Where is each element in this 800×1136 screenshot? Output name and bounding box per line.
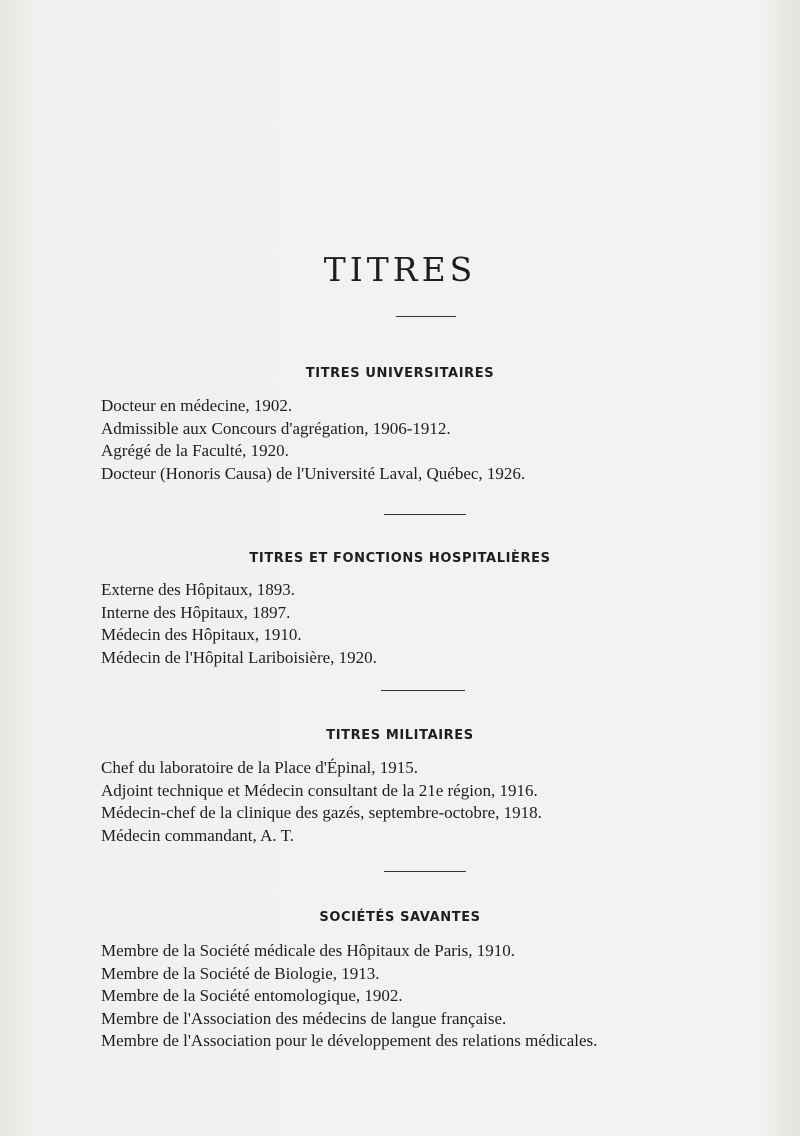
section-heading-titres-militaires: TITRES MILITAIRES bbox=[326, 728, 474, 743]
section-heading-titres-universitaires: TITRES UNIVERSITAIRES bbox=[305, 366, 495, 381]
section-heading-titres-hospitalieres: TITRES ET FONCTIONS HOSPITALIÈRES bbox=[249, 551, 551, 566]
list-item: Membre de l'Association pour le développement des relations médicales. bbox=[101, 1031, 598, 1050]
page-title: TITRES bbox=[323, 250, 477, 289]
section-heading-societes-savantes: SOCIÉTÉS SAVANTES bbox=[319, 910, 481, 925]
list-item: Membre de l'Association des médecins de langue française. bbox=[101, 1008, 507, 1028]
list-item: Médecin de l'Hôpital Lariboisière, 1920. bbox=[101, 647, 377, 667]
title-divider bbox=[396, 316, 456, 317]
list-item: Adjoint technique et Médecin consultant de la 21e région, 1916. bbox=[101, 780, 538, 800]
societes-savantes-list bbox=[101, 940, 597, 1053]
list-item: Interne des Hôpitaux, 1897. bbox=[101, 602, 291, 622]
list-item: Docteur (Honoris Causa) de l'Université Laval, Québec, 1926. bbox=[101, 463, 526, 483]
list-item: Membre de la Société entomologique, 1902. bbox=[101, 986, 403, 1005]
list-item: Médecin-chef de la clinique des gazés, septembre-octobre, 1918. bbox=[101, 803, 542, 822]
list-item: Agrégé de la Faculté, 1920. bbox=[101, 441, 289, 460]
titres-universitaires-list bbox=[101, 395, 525, 485]
list-item: Membre de la Société de Biologie, 1913. bbox=[101, 963, 380, 983]
titres-militaires-list bbox=[101, 757, 542, 847]
titres-hospitalieres-list bbox=[101, 579, 377, 669]
list-item: Docteur en médecine, 1902. bbox=[101, 396, 293, 415]
list-item: Admissible aux Concours d'agrégation, 1906-1912. bbox=[101, 418, 451, 438]
list-item: Membre de la Société médicale des Hôpitaux de Paris, 1910. bbox=[101, 941, 516, 960]
list-item: Externe des Hôpitaux, 1893. bbox=[101, 580, 296, 599]
list-item: Chef du laboratoire de la Place d'Épinal, 1915. bbox=[101, 758, 418, 777]
list-item: Médecin des Hôpitaux, 1910. bbox=[101, 625, 302, 644]
section-divider bbox=[384, 871, 466, 872]
list-item: Médecin commandant, A. T. bbox=[101, 825, 294, 845]
section-divider bbox=[381, 690, 465, 691]
section-divider bbox=[384, 514, 466, 515]
